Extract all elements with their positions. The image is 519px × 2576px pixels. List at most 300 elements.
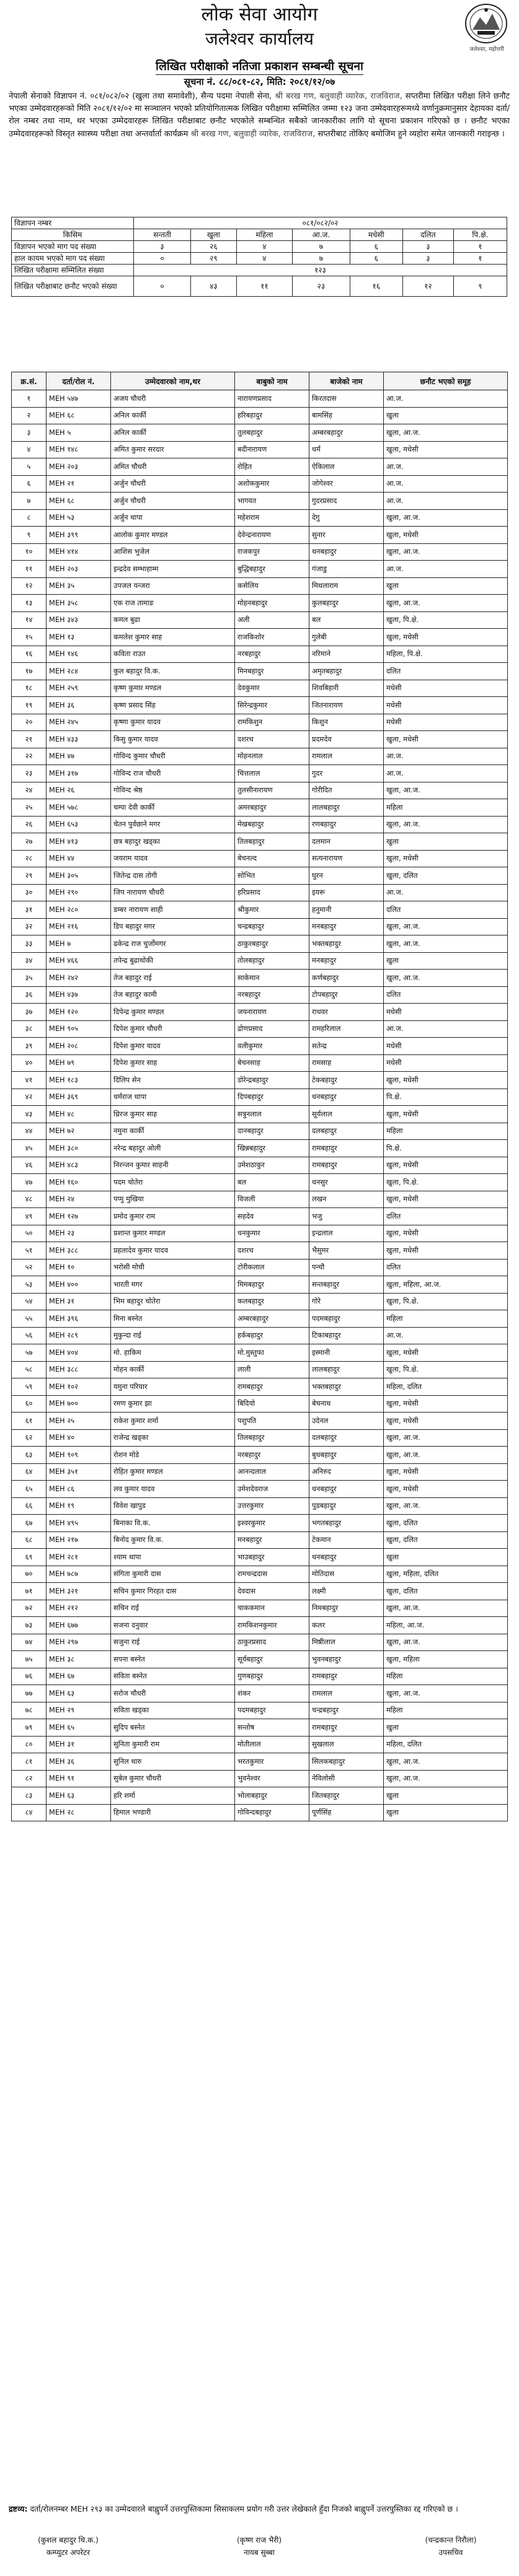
cell-group: खुला (384, 577, 508, 595)
cell-serial: ५ (12, 458, 47, 476)
cell-father: तिलबहादुर (235, 833, 309, 851)
cell-name: यमुना परियार (111, 1378, 235, 1396)
cell-grandfather: सुखलाल (309, 1736, 384, 1753)
cell-roll: MEH ३९६ (47, 1310, 111, 1328)
cell-group: खुला, दलित (384, 867, 508, 885)
cell-father: चाककमान (235, 1600, 309, 1617)
cell-grandfather: लखन (309, 1191, 384, 1208)
cell-roll: MEH २५९ (47, 680, 111, 697)
cell-father: जयनारायण (235, 1004, 309, 1021)
cell-father: चन्द्रबहादुर (235, 918, 309, 935)
cell-serial: ५५ (12, 1310, 47, 1328)
cell-group: खुला, दलित (384, 1515, 508, 1532)
cell-group: महिला (384, 799, 508, 817)
table-row (12, 424, 508, 442)
cell-serial: ७५ (12, 1651, 47, 1668)
cell-roll: MEH ४८ (47, 1106, 111, 1123)
cell-father: बेचनसाह (235, 1054, 309, 1072)
table-row (12, 1378, 508, 1396)
signature-3 (395, 2534, 507, 2559)
vacancy-cell: ३ (402, 241, 453, 253)
cell-name: गोविन्द श्रेष्ठ (111, 782, 235, 799)
cell-serial: २६ (12, 816, 47, 833)
cell-grandfather: रामलाल (309, 748, 384, 765)
cell-serial: ५० (12, 1225, 47, 1242)
cell-name: कृष्ण कुमार मण्डल (111, 680, 235, 697)
cell-roll: MEH ६७ (47, 1668, 111, 1685)
cell-roll: MEH ३६ (47, 1753, 111, 1771)
cell-name: सचिन कुमार गिरहत दास (111, 1583, 235, 1600)
cell-name: अमित चौधरी (111, 458, 235, 476)
table-row (12, 1549, 508, 1566)
cell-name: भरोसी मोची (111, 1259, 235, 1276)
cell-father: रोहित (235, 458, 309, 476)
cell-roll: MEH १४८ (47, 441, 111, 458)
cell-roll: MEH २५ (47, 1413, 111, 1430)
table-row (12, 714, 508, 731)
cell-grandfather: मनबहादुर (309, 918, 384, 935)
vacancy-cell: ७ (293, 241, 350, 253)
cell-group: पि.क्षे. (384, 1089, 508, 1106)
table-row (12, 799, 508, 817)
cell-father: अली (235, 611, 309, 629)
cell-group: खुला, मधेसी (384, 850, 508, 867)
cell-father: सूर्यबहादुर (235, 1651, 309, 1668)
cell-roll: MEH १० (47, 1259, 111, 1276)
cell-grandfather: मनबहादुर (309, 952, 384, 970)
cell-group: खुला, दलित (384, 1531, 508, 1549)
table-row (12, 697, 508, 714)
cell-serial: १७ (12, 663, 47, 680)
cell-roll: MEH ५३ (47, 509, 111, 527)
cell-group: आ.ज. (384, 493, 508, 510)
cell-name: गोविन्द कुमार चौधरी (111, 748, 235, 765)
col-grandfather: बाजेको नाम (309, 372, 384, 390)
cell-roll: MEH २१७ (47, 1531, 111, 1549)
cell-name: आलोक कुमार मण्डल (111, 527, 235, 544)
cell-father: कलबहादुर (235, 1293, 309, 1310)
cell-group: खुला, आ.ज. (384, 782, 508, 799)
cell-name: निरन्जन कुमार साहनी (111, 1157, 235, 1174)
cell-roll: MEH ३६ (47, 697, 111, 714)
table-row (12, 493, 508, 510)
notice-title: लिखित परीक्षाको नतिजा प्रकाशन सम्बन्धी सूचना (156, 58, 363, 75)
cell-father: विजली (235, 1191, 309, 1208)
table-row (12, 1344, 508, 1362)
cell-serial: ४३ (12, 1106, 47, 1123)
table-row (12, 475, 508, 493)
table-row (12, 1770, 508, 1787)
cell-group: दलित (384, 1259, 508, 1276)
cell-grandfather: गुलेबी (309, 629, 384, 646)
cell-grandfather: ऐकिलाल (309, 458, 384, 476)
cell-group: खुला, आ.ज. (384, 1753, 508, 1771)
cell-group: मधेसी (384, 1038, 508, 1055)
cell-father: नरबहादुर (235, 1447, 309, 1464)
selected-cell: १६ (350, 276, 402, 297)
cell-grandfather: टिकाबहादुर (309, 1327, 384, 1344)
cell-serial: ६० (12, 1395, 47, 1413)
cell-group: महिला (384, 1702, 508, 1719)
cell-father: हरिप्रसाद (235, 884, 309, 901)
cell-name: तेज बहादुर राई (111, 970, 235, 987)
cell-father: शंकर (235, 1685, 309, 1702)
table-row (12, 1072, 508, 1089)
table-row (12, 1617, 508, 1634)
table-row (12, 1123, 508, 1140)
table-row (12, 935, 508, 953)
cell-serial: ४४ (12, 1123, 47, 1140)
note-paragraph (9, 2503, 510, 2515)
cell-serial: ३९ (12, 1038, 47, 1055)
cell-serial: ५९ (12, 1378, 47, 1396)
table-row (12, 918, 508, 935)
cell-father: हर्कबहादुर (235, 1327, 309, 1344)
cell-name: कमल बुढा (111, 611, 235, 629)
cell-name: सविता खड्का (111, 1702, 235, 1719)
cell-grandfather: कुलबहादुर (309, 595, 384, 612)
cell-name: नरेन्द्र बहादुर ओली (111, 1140, 235, 1157)
vacancy-cell: ४ (236, 241, 292, 253)
cell-roll: MEH ४० (47, 1429, 111, 1447)
cell-grandfather: टोपबहादुर (309, 986, 384, 1004)
cell-father: हरिबहादुर (235, 407, 309, 424)
cell-roll: MEH १२० (47, 1004, 111, 1021)
cell-father: पशुपति (235, 1413, 309, 1430)
cell-roll: MEH ६५३ (47, 816, 111, 833)
cell-grandfather: मोतिदास (309, 1566, 384, 1583)
cell-roll: MEH २४५ (47, 714, 111, 731)
cell-grandfather: गुदर (309, 765, 384, 782)
cell-grandfather: रामहरिलाल (309, 1020, 384, 1038)
office-name: जलेश्वर कार्यालय (205, 28, 314, 49)
cell-roll: MEH २९७ (47, 1634, 111, 1651)
table-row (12, 1293, 508, 1310)
table-row (12, 1413, 508, 1430)
table-row (12, 1038, 508, 1055)
cell-roll: MEH ४१३ (47, 833, 111, 851)
cell-name: लव कुमार यादव (111, 1481, 235, 1498)
selected-cell: ४३ (191, 276, 237, 297)
cell-roll: MEH ९०९ (47, 1447, 111, 1464)
cell-grandfather: अमृतबहादुर (309, 663, 384, 680)
table-row (12, 1481, 508, 1498)
cell-group: आ.ज. (384, 748, 508, 765)
cell-father: सहदेव (235, 1208, 309, 1225)
cell-roll: MEH १८३ (47, 1072, 111, 1089)
cell-serial: ८१ (12, 1753, 47, 1771)
cell-group: खुला, मधेसी (384, 441, 508, 458)
cell-serial: ४८ (12, 1191, 47, 1208)
cell-grandfather: रामबहादुर (309, 1668, 384, 1685)
cell-serial: ३२ (12, 918, 47, 935)
note-text: दर्ता/रोलनम्बर MEH २९३ का उम्मेदवारले बाह्नुपर्ने उत्तरपुस्तिकामा सिसाकलम प्रयोग गरी उत्तर लेखेकाले हुँदा निजको बाह्नुपर्ने उत्तरपुस्तिका रद्द गरिएको छ । (30, 2504, 458, 2513)
cell-father: देवेन्द्रनारायण (235, 527, 309, 544)
notice-title-block (0, 58, 519, 89)
cell-group: महिला, आ.ज. (384, 1617, 508, 1634)
cell-serial: ९ (12, 527, 47, 544)
cell-group: आ.ज. (384, 475, 508, 493)
cell-name: दिपेश कुमार चौधरी (111, 1020, 235, 1038)
cell-father: टोरीकलाल (235, 1259, 309, 1276)
cell-roll: MEH ७२ (47, 1123, 111, 1140)
cell-father: सन्तोष (235, 1719, 309, 1737)
cell-father: द्रोणप्रसाद (235, 1020, 309, 1038)
cell-name: अनिल कार्की (111, 424, 235, 442)
cell-serial: ५३ (12, 1276, 47, 1294)
cell-serial: ३१ (12, 901, 47, 919)
cell-name: अर्जुन थापा (111, 509, 235, 527)
cell-grandfather: किशुन (309, 714, 384, 731)
cell-group: खुला, मधेसी (384, 629, 508, 646)
cell-father: भोलाबहादुर (235, 1787, 309, 1805)
cell-roll: MEH ३८० (47, 1140, 111, 1157)
cell-serial: ३ (12, 424, 47, 442)
cell-serial: १५ (12, 629, 47, 646)
cell-group: खुला (384, 952, 508, 970)
cell-group: खुला, मधेसी (384, 1413, 508, 1430)
vacancy-cell: ६ (350, 241, 402, 253)
cell-father: मेखबहादुर (235, 816, 309, 833)
cell-name: कृष्णा कुमार यादव (111, 714, 235, 731)
table-row (12, 901, 508, 919)
table-row (12, 629, 508, 646)
cell-grandfather: भक्तबहादुर (309, 1378, 384, 1396)
cell-name: डिप बहादुर मगर (111, 918, 235, 935)
cell-serial: ५१ (12, 1242, 47, 1260)
cell-roll: MEH ४७ (47, 748, 111, 765)
vacancy-col: सन्तती (134, 229, 191, 241)
cell-father: सत्रुनलाल (235, 1106, 309, 1123)
cell-father: नारायणप्रसाद (235, 390, 309, 408)
cell-serial: ८ (12, 509, 47, 527)
cell-roll: MEH ९०५ (47, 1020, 111, 1038)
cell-grandfather: दलबहादुर (309, 1429, 384, 1447)
cell-group: खुला, आ.ज. (384, 816, 508, 833)
cell-serial: ५४ (12, 1293, 47, 1310)
total-value: १२३ (134, 265, 507, 276)
cell-name: राकेश कुमार शर्मा (111, 1413, 235, 1430)
cell-group: आ.ज. (384, 884, 508, 901)
cell-grandfather: इन्द्रलाल (309, 1225, 384, 1242)
cell-grandfather: घुरन (309, 867, 384, 885)
table-row (12, 1736, 508, 1753)
cell-serial: ५८ (12, 1361, 47, 1378)
cell-serial: ६८ (12, 1531, 47, 1549)
cell-roll: MEH ३१७ (47, 765, 111, 782)
cell-group: दलित (384, 1208, 508, 1225)
cell-serial: ७९ (12, 1719, 47, 1737)
vacancy-col: पि.क्षे. (453, 229, 507, 241)
cell-grandfather: नरिमाने (309, 646, 384, 663)
cell-name: बिनाका वि.क. (111, 1515, 235, 1532)
table-row (12, 1174, 508, 1191)
cell-name: रोहित कुमार मण्डल (111, 1463, 235, 1481)
cell-group: महिला (384, 1668, 508, 1685)
cell-roll: MEH २१२ (47, 1600, 111, 1617)
cell-father: मिनबहादुर (235, 663, 309, 680)
cell-father: अम्बरबहादुर (235, 1310, 309, 1328)
table-row (12, 1600, 508, 1617)
cell-name: राजेन्द्र खड्का (111, 1429, 235, 1447)
cell-name: भिम बहादुर चोतेरा (111, 1293, 235, 1310)
cell-father: साकेमान (235, 970, 309, 987)
cell-serial: ३० (12, 884, 47, 901)
cell-roll: MEH २६ (47, 782, 111, 799)
cell-roll: MEH ३५ (47, 577, 111, 595)
cell-father: रामकिशुन (235, 714, 309, 731)
cell-name: प्रमोद कुमार राम (111, 1208, 235, 1225)
cell-name: सजुना राई (111, 1634, 235, 1651)
cell-group: खुला (384, 1787, 508, 1805)
cell-serial: ३८ (12, 1020, 47, 1038)
cell-roll: MEH १६० (47, 1174, 111, 1191)
cell-name: सरोज चौधरी (111, 1685, 235, 1702)
cell-father: तिलबहादुर (235, 1429, 309, 1447)
cell-grandfather: अम्बरबहादुर (309, 424, 384, 442)
cell-name: सचिन राई (111, 1600, 235, 1617)
cell-serial: ८३ (12, 1787, 47, 1805)
cell-father: धनकुमार (235, 1225, 309, 1242)
table-row (12, 1702, 508, 1719)
cell-roll: MEH ६८ (47, 493, 111, 510)
table-row (12, 748, 508, 765)
cell-father: भुवनेश्वर (235, 1770, 309, 1787)
table-row (12, 850, 508, 867)
cell-grandfather: उदेनल (309, 1413, 384, 1430)
cell-grandfather: बेचनाथ (309, 1395, 384, 1413)
cell-serial: २९ (12, 867, 47, 885)
table-row (12, 407, 508, 424)
cell-roll: MEH १४६ (47, 646, 111, 663)
cell-roll: MEH ४६६ (47, 952, 111, 970)
cell-group: खुला, मधेसी (384, 1072, 508, 1089)
cell-serial: २८ (12, 850, 47, 867)
cell-serial: २२ (12, 748, 47, 765)
cell-father: मोतीलाल (235, 1736, 309, 1753)
table-row (12, 1463, 508, 1481)
vacancy-cell: ७ (293, 253, 350, 265)
cell-roll: MEH ४०० (47, 1276, 111, 1294)
table-row (12, 782, 508, 799)
vacancy-cell: ० (134, 253, 191, 265)
cell-father: मोहनलाल (235, 748, 309, 765)
cell-name: डम्बर नारायण साही (111, 901, 235, 919)
results-table (11, 372, 508, 1821)
cell-father: अमरबहादुर (235, 799, 309, 817)
cell-father: वलीकुमार (235, 1038, 309, 1055)
vacancy-cell: ४ (236, 253, 292, 265)
cell-roll: MEH ७९ (47, 1054, 111, 1072)
selected-cell: ९ (453, 276, 507, 297)
cell-group: खुला, मधेसी (384, 1463, 508, 1481)
table-row (12, 1225, 508, 1242)
col-father: बाबुको नाम (235, 372, 309, 390)
table-row (12, 1497, 508, 1515)
cell-grandfather: कलर (309, 1617, 384, 1634)
cell-name: मिना बस्नेत (111, 1310, 235, 1328)
cell-group: आ.ज. (384, 1020, 508, 1038)
cell-serial: ७४ (12, 1634, 47, 1651)
signature-name: (कृष्ण राज भैरी) (236, 2536, 282, 2544)
cell-serial: ४२ (12, 1089, 47, 1106)
cell-name: बिनोद कुमार वि.क. (111, 1531, 235, 1549)
cell-serial: ७८ (12, 1702, 47, 1719)
cell-father: रामबहादुर (235, 1378, 309, 1396)
cell-name: कृष्ण प्रसाद सिंह (111, 697, 235, 714)
table-row (12, 970, 508, 987)
cell-roll: MEH २४२ (47, 970, 111, 987)
col-serial: क्र.सं. (12, 372, 47, 390)
signature-name: (चन्द्रकान्त निरौला) (425, 2536, 477, 2544)
cell-grandfather: हनुमानी (309, 901, 384, 919)
cell-father: नरबहादुर (235, 986, 309, 1004)
cell-father: महेशराम (235, 509, 309, 527)
cell-grandfather: बामसिंह (309, 407, 384, 424)
cell-group: खुला, आ.ज. (384, 1497, 508, 1515)
cell-father: दानबहादुर (235, 1123, 309, 1140)
cell-grandfather: किरतदास (309, 390, 384, 408)
cell-name: पदम चोतेरा (111, 1174, 235, 1191)
table-row (12, 1140, 508, 1157)
cell-group: दलित (384, 901, 508, 919)
cell-name: कविता राउत (111, 646, 235, 663)
cell-name: किसु कुमार यादव (111, 731, 235, 748)
cell-group: खुला, आ.ज. (384, 595, 508, 612)
cell-name: भारती मगर (111, 1276, 235, 1294)
cell-father: दिपबहादुर (235, 1089, 309, 1106)
cell-group: खुला, मधेसी (384, 1344, 508, 1362)
cell-roll: MEH ६३ (47, 1685, 111, 1702)
cell-roll: MEH ८६ (47, 1481, 111, 1498)
cell-group: दलित (384, 663, 508, 680)
cell-serial: ३५ (12, 970, 47, 987)
cell-name: धर्मराज थापा (111, 1089, 235, 1106)
cell-serial: ७१ (12, 1583, 47, 1600)
selected-label: लिखित परीक्षाबाट छनौट भएको संख्या (12, 276, 134, 297)
cell-grandfather: दलमान (309, 833, 384, 851)
cell-group: आ.ज. (384, 765, 508, 782)
cell-serial: ६७ (12, 1515, 47, 1532)
table-row (12, 1583, 508, 1600)
cell-roll: MEH २८४ (47, 663, 111, 680)
cell-roll: MEH ६८ (47, 407, 111, 424)
cell-group: खुला, महिला, आ.ज. (384, 1276, 508, 1294)
cell-roll: MEH ४९५ (47, 1515, 111, 1532)
cell-roll: MEH २०३ (47, 458, 111, 476)
vacancy-cell: ३ (134, 241, 191, 253)
cell-serial: ८२ (12, 1770, 47, 1787)
cell-name: चेतन पुर्वछाने मगर (111, 816, 235, 833)
cell-serial: २७ (12, 833, 47, 851)
cell-roll: MEH ३१ (47, 1293, 111, 1310)
cell-name: सुनिता कुमारी राम (111, 1736, 235, 1753)
cell-father: बिदियो (235, 1395, 309, 1413)
cell-group: खुला, आ.ज. (384, 1447, 508, 1464)
cell-name: दिपेश कुमार यादव (111, 1038, 235, 1055)
table-row (12, 1327, 508, 1344)
cell-serial: १ (12, 390, 47, 408)
vacancy-cell: २६ (191, 241, 237, 253)
cell-father: मिमबहादुर (235, 1276, 309, 1294)
vacancy-cell: २९ (191, 253, 237, 265)
cell-father: उमेशदेवराज (235, 1481, 309, 1498)
cell-name: छत्र बहादुर खड्का (111, 833, 235, 851)
cell-serial: ५२ (12, 1259, 47, 1276)
notice-header (0, 0, 519, 57)
cell-father: डोरेन्द्रबहादुर (235, 1072, 309, 1089)
table-row (12, 1719, 508, 1737)
